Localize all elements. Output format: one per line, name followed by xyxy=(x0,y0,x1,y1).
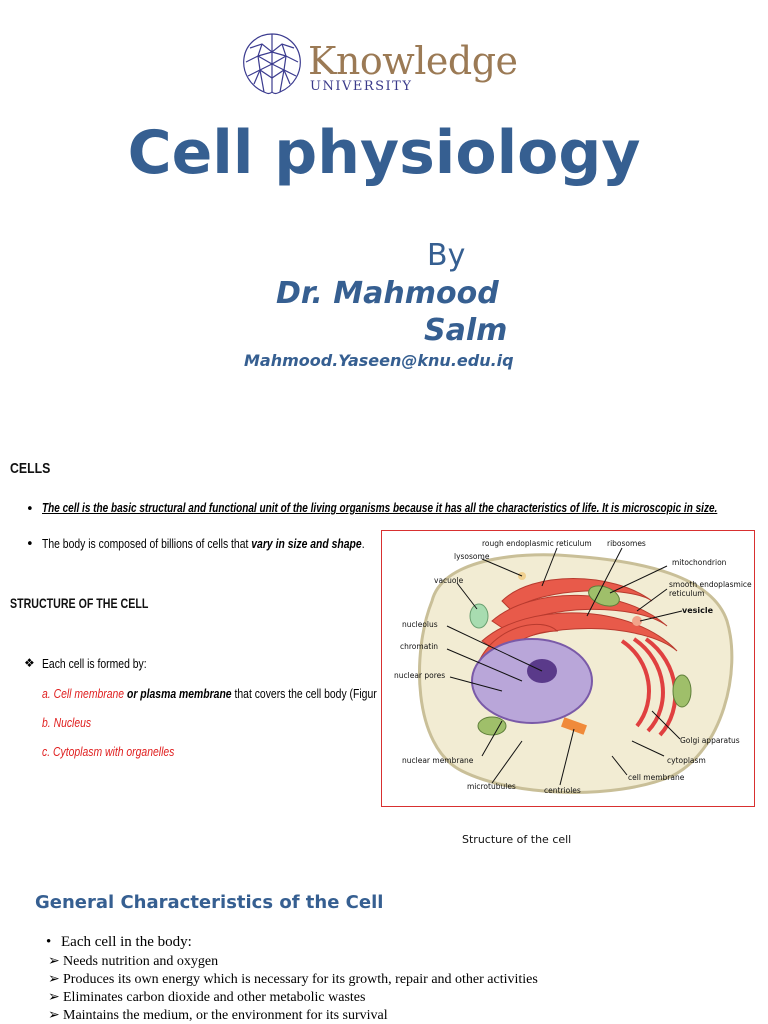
by-label: By xyxy=(427,238,466,273)
label-centrioles: centrioles xyxy=(544,786,581,795)
label-microtubules: microtubules xyxy=(467,782,516,791)
structure-heading: STRUCTURE OF THE CELL xyxy=(10,595,149,611)
label-vesicle: vesicle xyxy=(682,606,714,615)
cell-variety-text xyxy=(42,536,365,551)
cell-diagram-figure xyxy=(381,530,755,807)
logo-subtitle: UNIVERSITY xyxy=(310,79,413,94)
label-vacuole: vacuole xyxy=(434,576,464,585)
label-cell-membrane: cell membrane xyxy=(628,773,685,782)
university-logo xyxy=(240,30,518,100)
label-mitochondrion: mitochondrion xyxy=(672,558,727,567)
cells-heading: CELLS xyxy=(10,460,51,477)
diamond-bullet-icon: ❖ xyxy=(24,656,35,670)
vacuole-shape xyxy=(470,604,488,628)
list-item-intro-text: Each cell in the body: xyxy=(61,934,192,950)
cell-variety-post: . xyxy=(361,536,365,551)
author-name-line2: Salm xyxy=(424,313,508,348)
arrow-bullet-icon: ➢ xyxy=(48,1008,60,1023)
cell-variety-pre: The body is composed of billions of cells that xyxy=(42,536,252,551)
item-a-rest: that covers the cell body (Figur xyxy=(231,686,377,701)
structure-item-b: b. Nucleus xyxy=(42,715,92,730)
figure-caption: Structure of the cell xyxy=(462,833,572,846)
label-chromatin: chromatin xyxy=(400,642,439,651)
label-smooth-er-1: smooth endoplasmice xyxy=(669,580,752,589)
general-characteristics-heading: General Characteristics of the Cell xyxy=(35,892,384,913)
nucleus-shape xyxy=(472,639,592,723)
label-cytoplasm: cytoplasm xyxy=(667,756,706,765)
label-rough-er: rough endoplasmic reticulum xyxy=(482,539,592,548)
list-item-intro xyxy=(46,935,192,950)
cell-definition-text: The cell is the basic structural and functional unit of the living organisms because it has all the characteristics of life. It is microscopic in size. xyxy=(42,500,718,515)
structure-item-a xyxy=(42,686,377,701)
arrow-bullet-icon: ➢ xyxy=(48,954,60,969)
list-item-text: Needs nutrition and oxygen xyxy=(63,954,219,969)
brain-logo-icon xyxy=(240,30,304,98)
bullet-dot: • xyxy=(46,934,52,950)
list-item xyxy=(48,973,538,987)
list-item xyxy=(48,955,218,969)
list-item xyxy=(48,1009,388,1023)
item-a-bold: or plasma membrane xyxy=(126,686,232,701)
bullet-dot: • xyxy=(26,537,34,552)
arrow-bullet-icon: ➢ xyxy=(48,972,60,987)
list-item-text: Produces its own energy which is necessary for its growth, repair and other activities xyxy=(63,972,538,987)
cell-variety-emphasis: vary in size and shape xyxy=(251,536,362,551)
arrow-bullet-icon: ➢ xyxy=(48,990,60,1005)
label-nuclear-membrane: nuclear membrane xyxy=(402,756,474,765)
label-nuclear-pores: nuclear pores xyxy=(394,671,446,680)
label-golgi: Golgi apparatus xyxy=(680,736,740,745)
mitochondrion-shape xyxy=(478,717,506,735)
list-item-text: Eliminates carbon dioxide and other metabolic wastes xyxy=(63,990,366,1005)
label-ribosomes: ribosomes xyxy=(607,539,646,548)
author-name-line1: Dr. Mahmood xyxy=(276,276,499,311)
item-a-label: a. Cell membrane xyxy=(42,686,127,701)
structure-item-c: c. Cytoplasm with organelles xyxy=(42,744,175,759)
formed-by-text: Each cell is formed by: xyxy=(42,656,147,671)
list-item xyxy=(48,991,365,1005)
label-lysosome: lysosome xyxy=(454,552,490,561)
bullet-dot: • xyxy=(26,502,34,517)
cell-diagram xyxy=(382,531,754,806)
logo-wordmark: Knowledge xyxy=(308,39,518,83)
mitochondrion-shape xyxy=(673,675,691,707)
label-nucleolus: nucleolus xyxy=(402,620,438,629)
list-item-text: Maintains the medium, or the environment for its survival xyxy=(63,1008,388,1023)
page-title: Cell physiology xyxy=(127,118,641,188)
author-email: Mahmood.Yaseen@knu.edu.iq xyxy=(244,351,514,370)
label-smooth-er-2: reticulum xyxy=(669,589,705,598)
